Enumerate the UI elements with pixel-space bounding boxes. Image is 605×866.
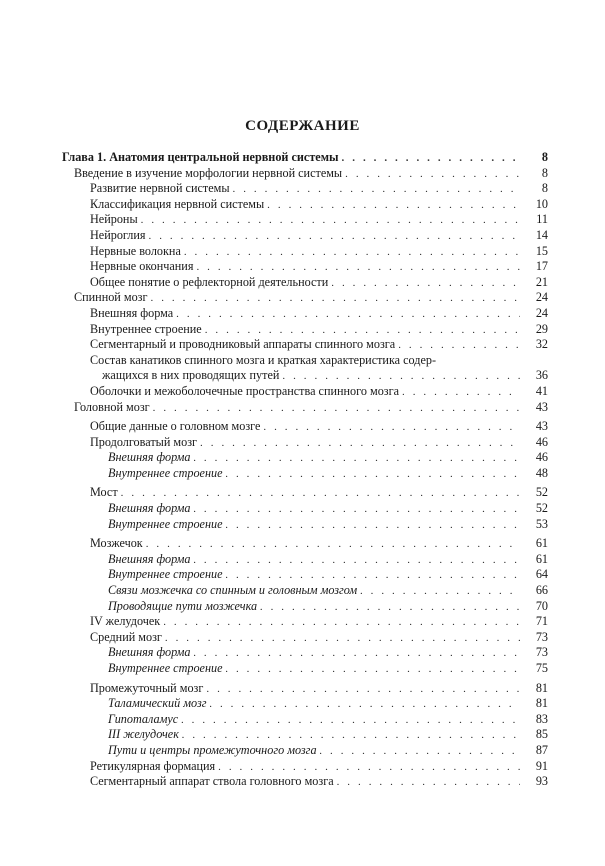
toc-entry[interactable] [62,645,548,661]
toc-entry-title: III желудочек [108,727,182,743]
toc-entry[interactable] [62,244,548,260]
leader-dots [200,436,520,452]
toc-entry-title: Нервные волокна [90,244,184,260]
toc-entry-title: Классификация нервной системы [90,197,267,213]
toc-entry[interactable] [62,228,548,244]
leader-dots [267,198,520,214]
toc-entry-page: 85 [535,727,548,742]
leader-dots [146,537,520,553]
toc-entry-title: Общее понятие о рефлекторной деятельности [90,275,331,291]
toc-entry-title: Нейроглия [90,228,149,244]
leader-dots [193,646,520,662]
leader-dots [226,467,520,483]
leader-dots [196,260,520,276]
leader-dots [153,401,520,417]
toc-entry[interactable] [62,727,548,743]
toc-entry-title: Средний мозг [90,630,165,646]
toc-entry-title: Сегментарный аппарат ствола головного мозга [90,774,337,790]
toc-entry[interactable] [62,466,548,482]
leader-dots [210,697,521,713]
leader-dots [151,291,521,307]
toc-entry[interactable] [62,353,548,384]
toc-entry-page: 81 [535,680,548,695]
leader-dots [226,518,520,534]
leader-dots [331,276,520,292]
toc-entry[interactable] [62,275,548,291]
toc-entry[interactable] [62,774,548,790]
toc-entry-page: 53 [535,516,548,531]
toc-entry-title: Проводящие пути мозжечка [108,599,260,615]
toc-entry-page: 8 [541,150,548,164]
toc-entry[interactable] [62,661,548,677]
toc-entry-page: 14 [535,227,548,242]
toc-entry-title: Сегментарный и проводниковый аппараты спинного мозга [90,337,398,353]
toc-entry-page: 66 [535,583,548,598]
toc-entry-title: Общие данные о головном мозге [90,419,263,435]
toc-entry-page: 81 [535,696,548,711]
toc-entry[interactable] [62,197,548,213]
toc-entry-page: 8 [541,181,548,196]
toc-entry[interactable] [62,337,548,353]
toc-entry[interactable] [62,517,548,533]
toc-entry[interactable] [62,181,548,197]
toc-entry-title: Мост [90,485,121,501]
leader-dots [233,182,520,198]
toc-entry-title: Внутреннее строение [108,661,226,677]
toc-entry-title: Глава 1. Анатомия центральной нервной системы [62,150,342,166]
toc-entry-title: Внешняя форма [108,645,193,661]
leader-dots [263,420,520,436]
toc-entry-page: 75 [535,661,548,675]
toc-entry-page: 43 [535,399,548,414]
toc-entry[interactable] [62,681,548,697]
toc-entry-title: Ретикулярная формация [90,759,218,775]
toc-entry-page: 17 [535,259,548,274]
toc-entry-title: Внутреннее строение [108,567,226,583]
toc-entry-title: Внешняя форма [108,450,193,466]
leader-dots [182,728,520,744]
toc-entry-title: Нервные окончания [90,259,196,275]
toc-entry[interactable] [62,306,548,322]
toc-entry-title: Пути и центры промежуточного мозга [108,743,320,759]
toc-entry-page: 93 [535,774,548,789]
toc-entry-title: Связи мозжечка со спинным и головным мозгом [108,583,360,599]
toc-entry-title: Мозжечок [90,536,146,552]
leader-dots [163,615,520,631]
leader-dots [218,760,520,776]
toc-entry-page: 64 [535,567,548,582]
leader-dots [176,307,520,323]
toc-entry-title: Состав канатиков спинного мозга и краткая характеристика содер- [90,352,437,367]
leader-dots [226,662,520,678]
toc-entry-page: 46 [535,450,548,465]
leader-dots [282,369,520,385]
toc-entry-page: 70 [535,598,548,613]
toc-entry-page: 61 [535,536,548,551]
toc-entry-page: 73 [535,645,548,660]
toc-entry-title: Развитие нервной системы [90,181,233,197]
toc-entry-page: 46 [535,434,548,449]
leader-dots [149,229,520,245]
toc-entry[interactable] [62,166,548,182]
toc-entry-title: Введение в изучение морфологии нервной системы [74,166,345,182]
toc-entry[interactable] [62,400,548,416]
toc-entry[interactable] [62,485,548,501]
toc-entry-page: 36 [535,368,548,383]
leader-dots [345,167,520,183]
leader-dots [165,631,520,647]
toc-entry[interactable] [62,435,548,451]
toc-entry-page: 10 [535,196,548,211]
toc-entry[interactable] [62,290,548,306]
leader-dots [184,245,520,261]
leader-dots [193,553,520,569]
toc-entry-title: Гипоталамус [108,712,181,728]
toc-entry[interactable] [62,419,548,435]
toc-entry[interactable] [62,212,548,228]
leader-dots [337,775,520,791]
toc-entry[interactable] [62,630,548,646]
toc-entry-page: 24 [535,290,548,305]
leader-dots [320,744,520,760]
leader-dots [342,151,520,167]
toc-entry[interactable] [62,552,548,568]
toc-entry-page: 11 [536,212,548,227]
table-of-contents [62,150,548,790]
toc-entry-page: 21 [535,274,548,289]
leader-dots [360,584,520,600]
toc-entry-page: 52 [535,485,548,500]
toc-entry[interactable] [62,501,548,517]
toc-entry-title: Внешняя форма [108,552,193,568]
toc-entry-page: 91 [535,758,548,773]
leader-dots [206,682,520,698]
toc-entry-title: Внешняя форма [108,501,193,517]
toc-entry[interactable] [62,536,548,552]
toc-entry-page: 61 [535,551,548,566]
toc-entry-page: 29 [535,321,548,336]
leader-dots [402,385,520,401]
toc-entry-page: 32 [535,337,548,352]
toc-entry-page: 52 [535,501,548,516]
leader-dots [260,600,520,616]
leader-dots [121,486,520,502]
toc-entry[interactable] [62,322,548,338]
toc-entry-title: Внешняя форма [90,306,176,322]
toc-entry-title: Таламический мозг [108,696,210,712]
toc-entry[interactable] [62,712,548,728]
toc-entry-title: Продолговатый мозг [90,435,200,451]
toc-entry-title: Внутреннее строение [108,517,226,533]
toc-entry-title: Оболочки и межоболочечные пространства спинного мозга [90,384,402,400]
toc-entry[interactable] [62,567,548,583]
leader-dots [193,502,520,518]
toc-entry[interactable] [62,696,548,712]
toc-entry-page: 43 [535,419,548,434]
leader-dots [226,568,520,584]
toc-entry-page: 41 [535,383,548,398]
leader-dots [398,338,520,354]
toc-entry-title: Головной мозг [74,400,153,416]
toc-entry[interactable] [62,743,548,759]
toc-entry[interactable] [62,599,548,615]
toc-entry-title: IV желудочек [90,614,163,630]
toc-entry[interactable] [62,759,548,775]
toc-entry[interactable] [62,583,548,599]
toc-entry-title: Спинной мозг [74,290,151,306]
toc-entry-title: Внутреннее строение [90,322,205,338]
toc-entry-page: 24 [535,305,548,320]
toc-entry-page: 71 [535,614,548,629]
leader-dots [205,323,520,339]
toc-entry-page: 73 [535,629,548,644]
toc-entry[interactable] [62,450,548,466]
toc-entry[interactable] [62,259,548,275]
page-title: СОДЕРЖАНИЕ [245,118,360,134]
leader-dots [193,451,520,467]
toc-entry-title-continued: жащихся в них проводящих путей [102,368,282,384]
toc-entry-page: 15 [535,243,548,258]
toc-entry[interactable] [62,150,548,166]
toc-entry-title: Промежуточный мозг [90,681,206,697]
toc-entry[interactable] [62,614,548,630]
toc-entry-page: 8 [541,165,548,180]
toc-entry-page: 83 [535,711,548,726]
toc-entry-title: Нейроны [90,212,141,228]
toc-entry-title: Внутреннее строение [108,466,226,482]
toc-entry-page: 48 [535,465,548,480]
toc-entry[interactable] [62,384,548,400]
leader-dots [181,713,520,729]
leader-dots [141,213,520,229]
toc-entry-page: 87 [535,742,548,757]
